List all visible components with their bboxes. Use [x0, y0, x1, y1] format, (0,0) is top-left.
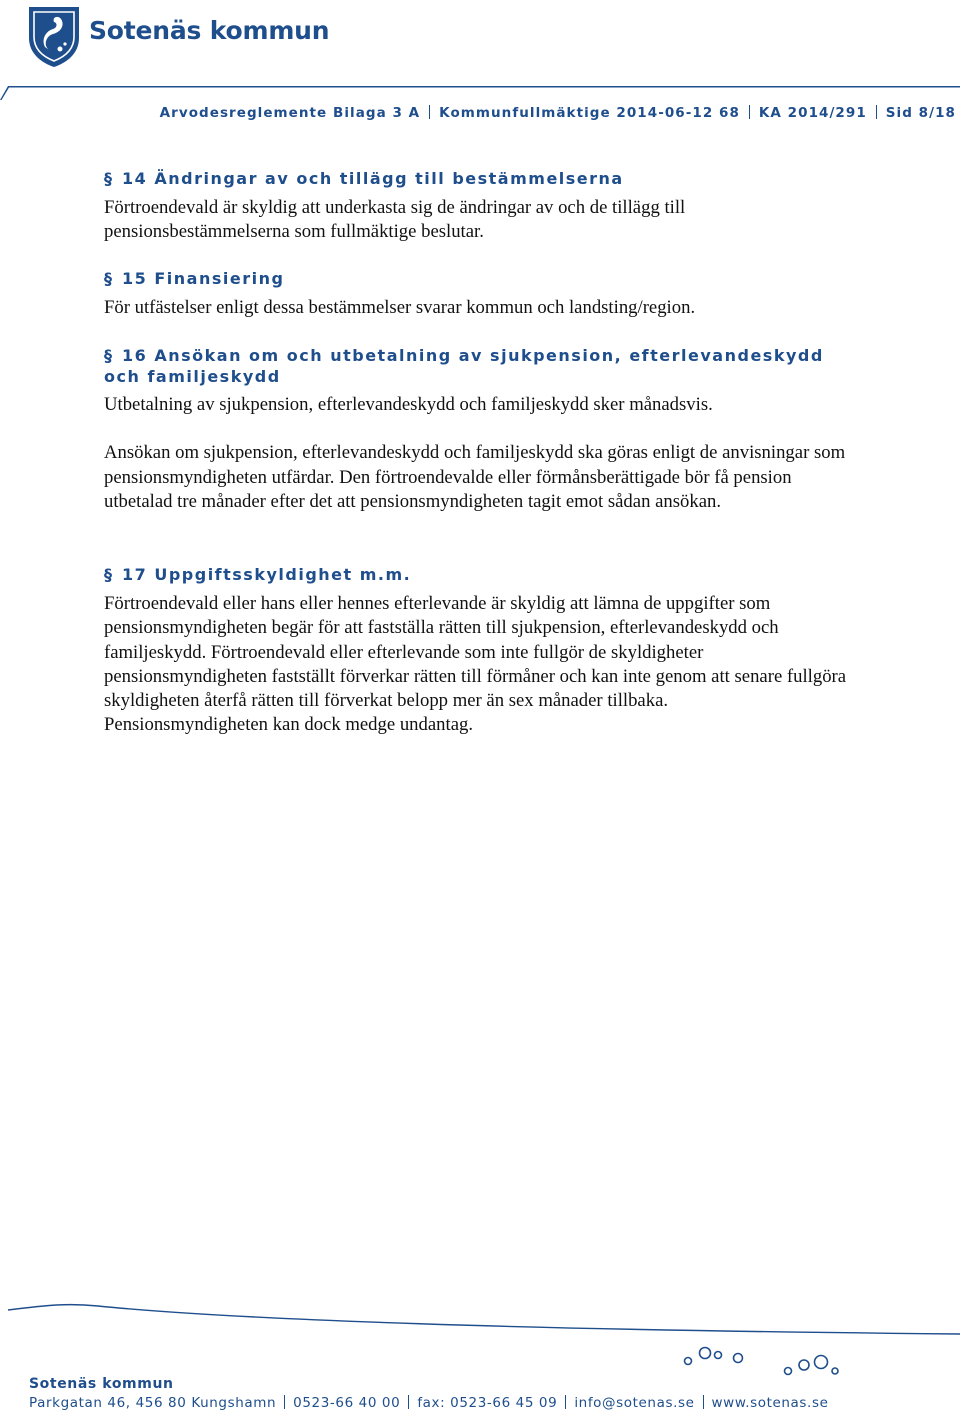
footer-fax: fax: 0523-66 45 09 [417, 1395, 558, 1411]
section-heading-text: 16 Ansökan om och utbetalning av sjukpension, efterlevandeskydd och familjeskydd [104, 346, 824, 386]
paragraph: Förtroendevald eller hans eller hennes efterlevande är skyldig att lämna de uppgifter som pensionsmyndigheten begär för att fastställa rätten till sjukpension, efterlevandeskydd och familjeskydd. Förtroendevald eller efterlevande som inte fullgör de skyldigheter pensionsmyndigheten fastställt förverkar rätten till förmåner och kan inte genom att senare fullgöra skyldigheten återfå rätten till förverkat belopp mer än sex månader tillbaka. [104, 593, 847, 712]
section-heading-text: 15 Finansiering [122, 269, 285, 288]
header-rule [0, 86, 960, 100]
header-separator [876, 105, 877, 119]
section-heading-14 [104, 169, 624, 188]
section-sign-icon: § [104, 346, 112, 365]
paragraph: För utfästelser enligt dessa bestämmelser svarar kommun och landsting/region. [104, 297, 696, 318]
section-body-16 [104, 393, 864, 514]
footer-address: Parkgatan 46, 456 80 Kungshamn [29, 1395, 277, 1411]
section-heading-17 [104, 565, 411, 584]
footer-organization-name: Sotenäs kommun [29, 1376, 174, 1392]
section-body-14 [104, 196, 864, 245]
header-page-number: Sid 8/18 [885, 105, 956, 121]
footer-separator [408, 1395, 409, 1409]
shield-logo-icon [26, 4, 82, 68]
paragraph: Pensionsmyndigheten kan dock medge undantag. [104, 714, 474, 736]
section-heading-16 [104, 345, 844, 387]
header-separator [429, 105, 430, 119]
section-body-15 [104, 296, 864, 320]
logo-text: Sotenäs kommun [89, 16, 330, 45]
footer-contact-line [29, 1395, 829, 1411]
header-document-title: Arvodesreglemente Bilaga 3 A [159, 105, 421, 121]
section-sign-icon: § [104, 565, 112, 584]
section-heading-text: 17 Uppgiftsskyldighet m.m. [122, 565, 412, 584]
running-header [160, 105, 956, 121]
section-body-17 [104, 592, 864, 738]
paragraph: Ansökan om sjukpension, efterlevandeskydd och familjeskydd ska göras enligt de anvisningar som pensionsmyndigheten utfärdar. Den förtroendevalde eller förmånsberättigade bör få pension utbetalad tre månader efter det att pensionsmyndigheten tagit emot sådan ansökan. [104, 442, 846, 512]
header-reference: KA 2014/291 [758, 105, 867, 121]
footer-separator [284, 1395, 285, 1409]
header-separator [749, 105, 750, 119]
footer-email: info@sotenas.se [574, 1395, 695, 1411]
header-meeting: Kommunfullmäktige 2014-06-12 68 [439, 105, 740, 121]
footer-separator [703, 1395, 704, 1409]
footer-website: www.sotenas.se [711, 1395, 829, 1411]
section-heading-15 [104, 269, 284, 288]
sotenas-logo [26, 4, 356, 70]
section-sign-icon: § [104, 269, 112, 288]
footer-phone: 0523-66 40 00 [293, 1395, 401, 1411]
footer-separator [565, 1395, 566, 1409]
footer-wave-rule [8, 1300, 960, 1340]
paragraph: Utbetalning av sjukpension, efterlevandeskydd och familjeskydd sker månadsvis. [104, 394, 713, 415]
paragraph: Förtroendevald är skyldig att underkasta sig de ändringar av och de tillägg till pensionsbestämmelserna som fullmäktige beslutar. [104, 197, 686, 243]
section-sign-icon: § [104, 169, 112, 188]
section-heading-text: 14 Ändringar av och tillägg till bestämmelserna [122, 169, 624, 188]
footer-bubbles-decoration [680, 1338, 840, 1378]
